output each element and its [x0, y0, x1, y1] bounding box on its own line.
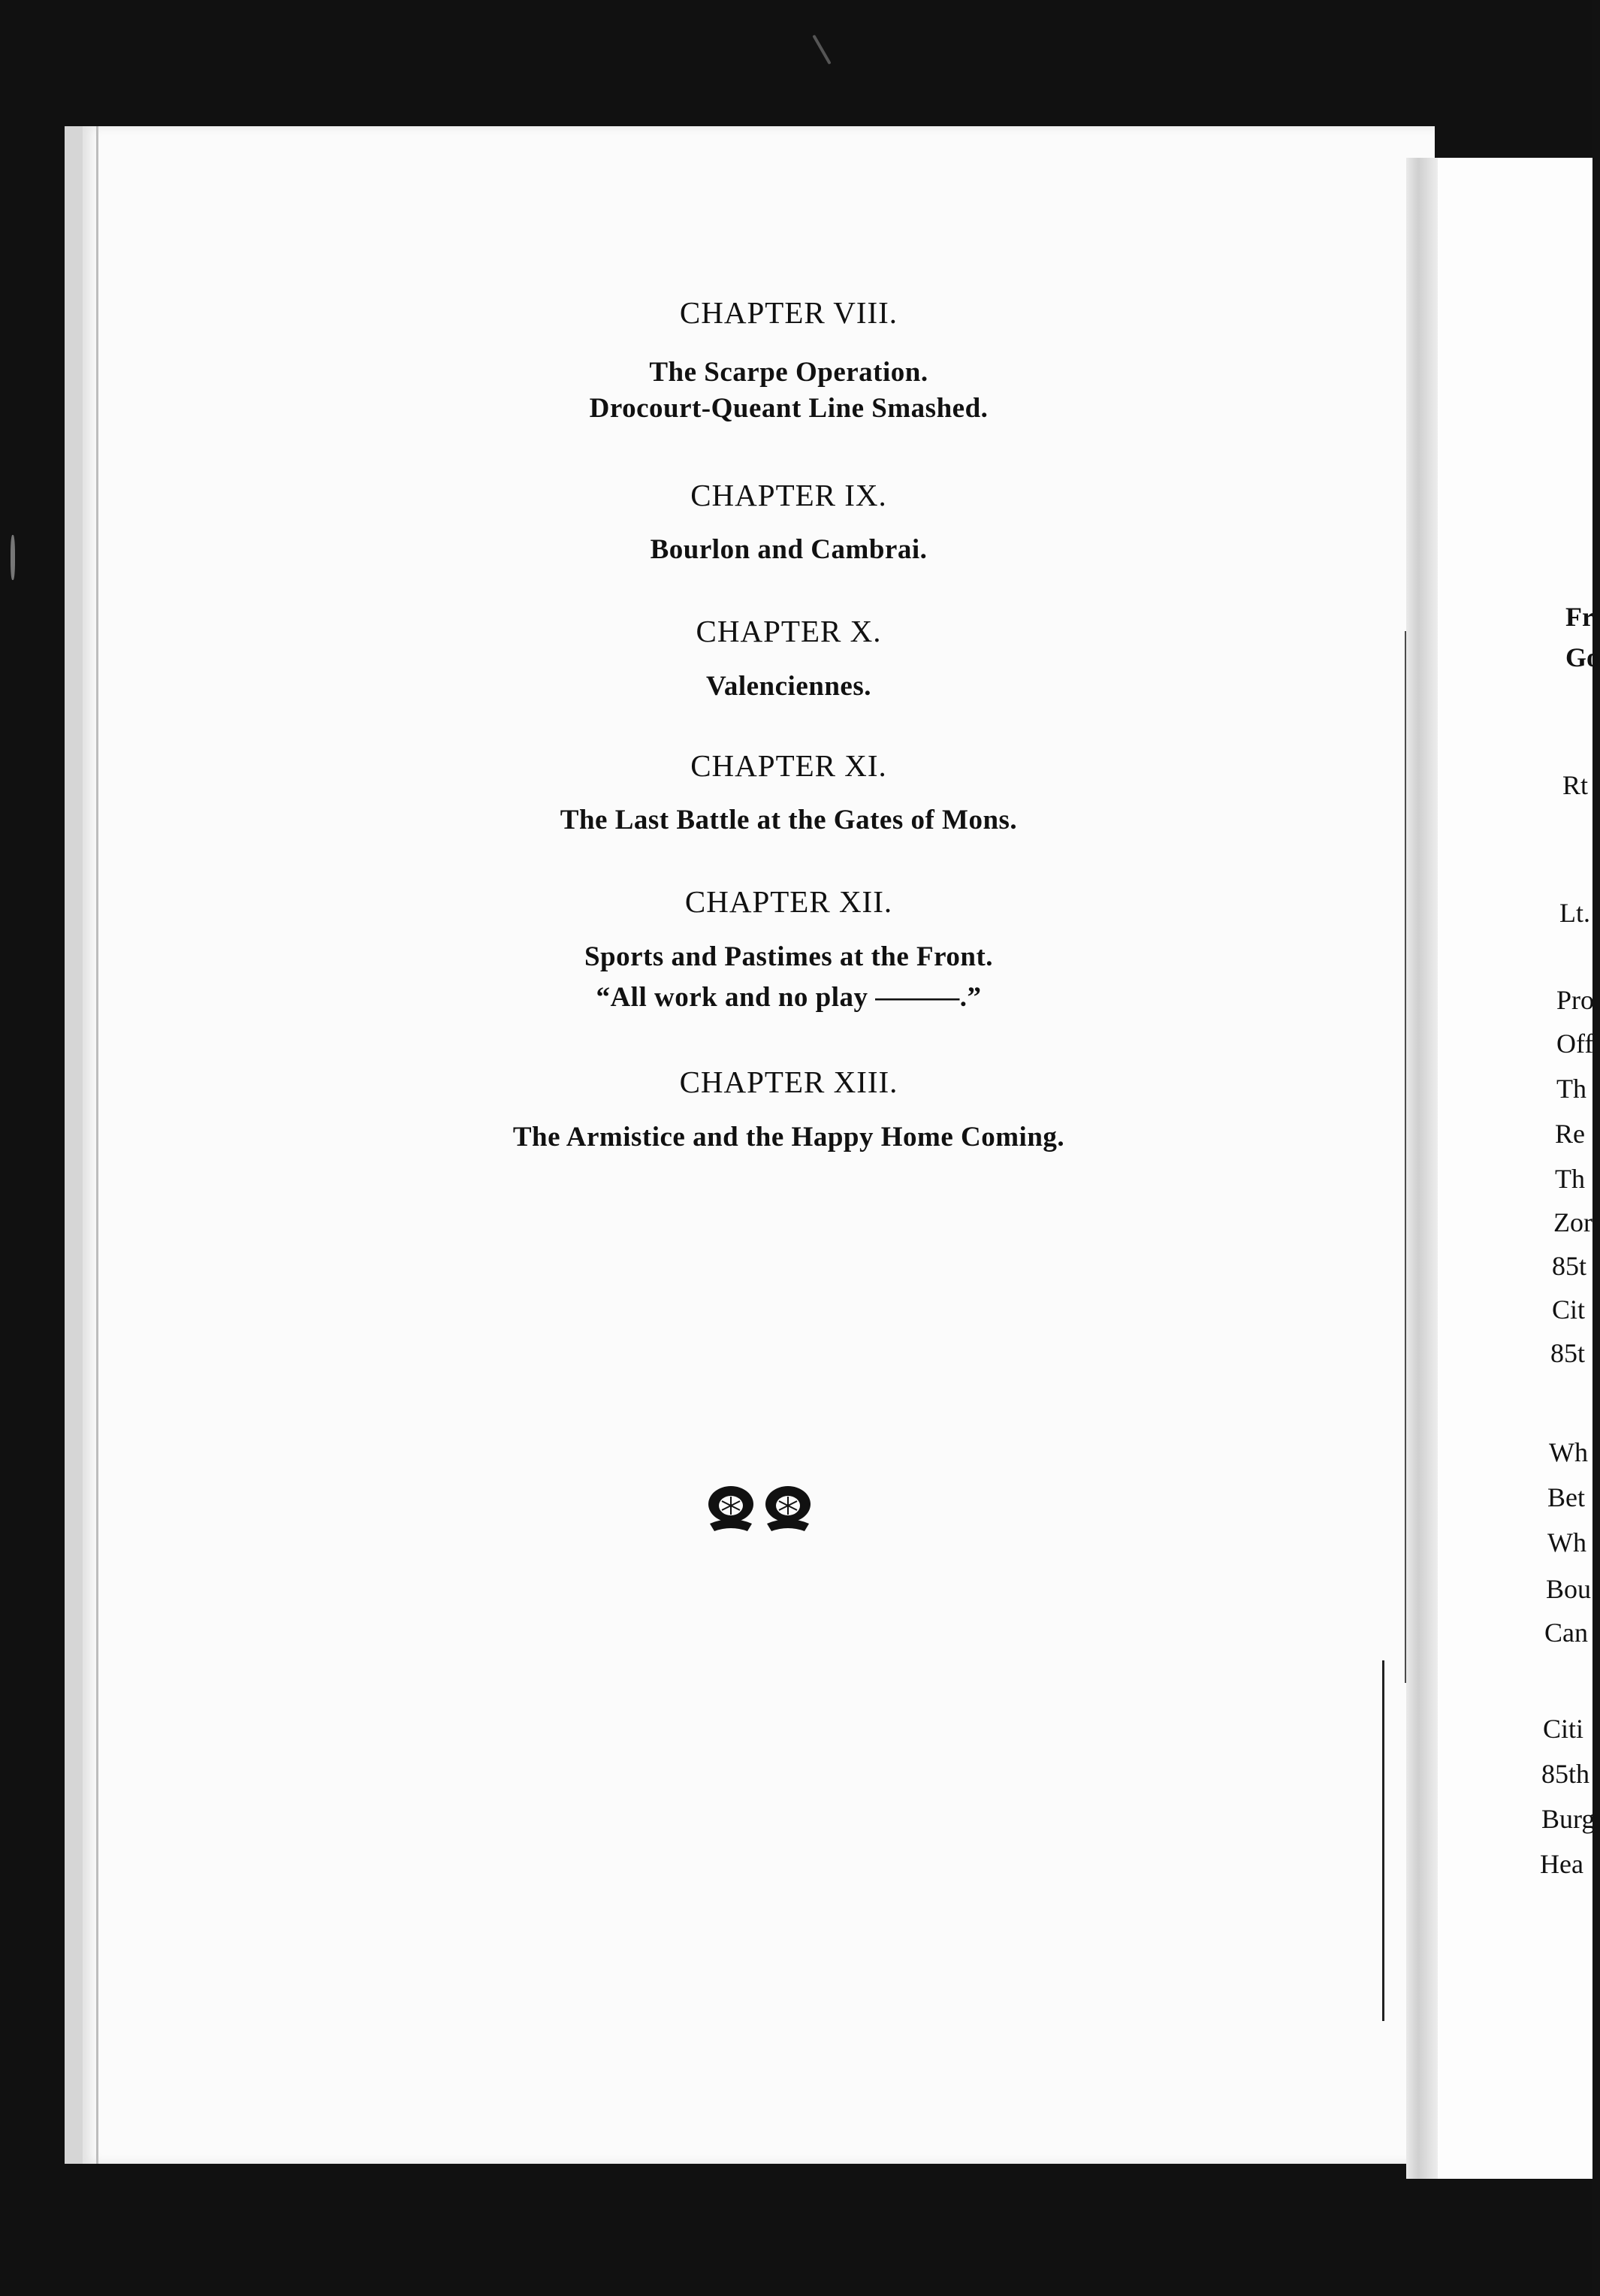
chapter-title-line: The Armistice and the Happy Home Coming.	[512, 1122, 1065, 1153]
chapter-heading: CHAPTER XIII.	[679, 1065, 898, 1099]
book-gutter	[1406, 158, 1441, 2179]
chapter-heading: CHAPTER IX.	[690, 478, 887, 512]
right-page-fragment: Th	[1555, 1164, 1585, 1194]
right-page-fragment: Can	[1544, 1618, 1588, 1648]
chapter-title-line: Valenciennes.	[706, 671, 871, 702]
right-page-fragment: Lt.	[1559, 898, 1590, 928]
chapter-heading: CHAPTER XII.	[684, 884, 893, 919]
right-page-fragment: Rt	[1562, 770, 1589, 800]
right-page-fragment: 85t	[1550, 1338, 1586, 1368]
right-page-fragment: 85th	[1541, 1759, 1590, 1789]
right-page-fragment: Wh	[1549, 1437, 1588, 1467]
chapter-title-line: Bourlon and Cambrai.	[650, 534, 928, 565]
right-page-fragment: 85t	[1552, 1251, 1587, 1281]
right-page-fragment: Pro	[1556, 985, 1595, 1015]
right-page-fragment: Wh	[1547, 1527, 1586, 1557]
right-page-fragment: Burg	[1541, 1804, 1595, 1834]
chapter-title-line: Sports and Pastimes at the Front.	[584, 941, 994, 972]
gutter-mark	[1405, 631, 1406, 1683]
gutter-mark	[1382, 1660, 1384, 2021]
chapter-title-line: The Scarpe Operation.	[649, 357, 928, 388]
right-page-fragment: Off	[1556, 1029, 1594, 1059]
chapter-title-line: “All work and no play ———.”	[596, 982, 982, 1013]
chapter-title-line: The Last Battle at the Gates of Mons.	[560, 805, 1018, 835]
chapter-heading: CHAPTER X.	[696, 614, 882, 648]
right-page-fragment: Bou	[1546, 1574, 1592, 1604]
chapter-heading: CHAPTER VIII.	[679, 295, 898, 330]
right-page-fragment: Hea	[1540, 1849, 1583, 1879]
right-page-fragment: Zor	[1553, 1207, 1592, 1237]
right-page-fragment: Re	[1555, 1119, 1585, 1149]
chapter-title-line: Drocourt-Queant Line Smashed.	[589, 393, 989, 424]
thistle-pair-icon	[702, 1479, 817, 1536]
right-page-fragment: Th	[1556, 1074, 1586, 1104]
right-page-fragment: Bet	[1547, 1482, 1585, 1512]
chapter-heading: CHAPTER XI.	[690, 748, 887, 783]
right-page-fragment: Fr	[1565, 602, 1594, 632]
right-page-fragment: Citi	[1543, 1714, 1584, 1744]
right-page-fragment: Cit	[1552, 1295, 1586, 1325]
right-page-fragment: Go	[1565, 642, 1600, 672]
